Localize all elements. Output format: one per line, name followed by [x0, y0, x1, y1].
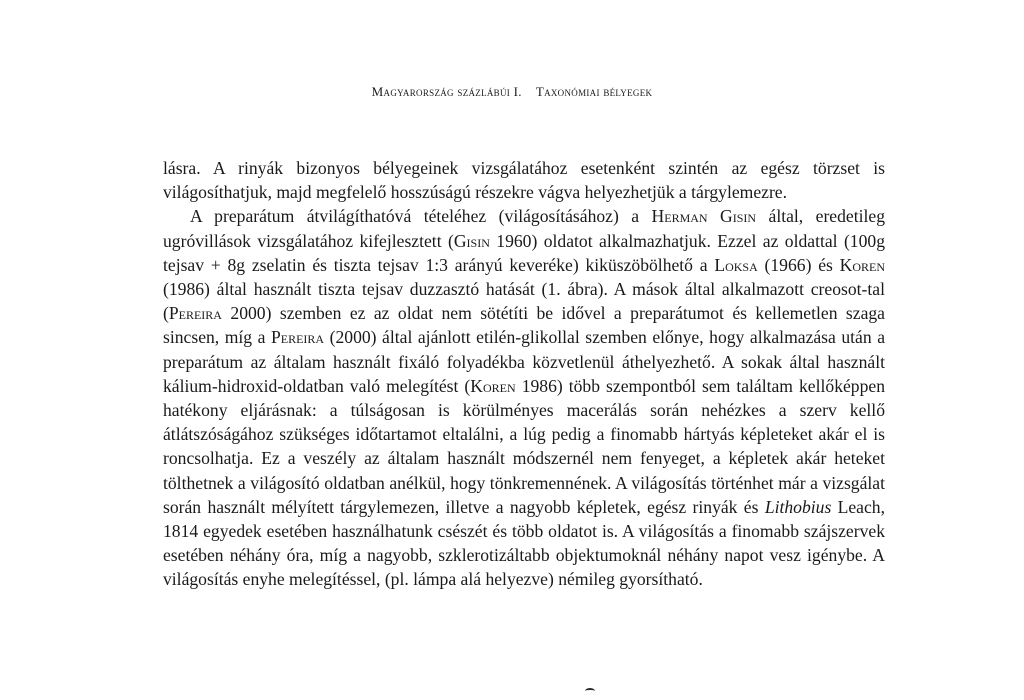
- paragraph-1: lásra. A rinyák bizonyos bélyegeinek vizsgálatához esetenként szintén az egész törzset is világosíthatjuk, majd megfelelő hosszúságú részekre vágva helyezhetjük a tárgylemezre.: [163, 158, 885, 203]
- author-gisin: Gisin: [453, 230, 490, 251]
- author-pereira: Pereira: [168, 303, 222, 324]
- author-koren: Koren: [839, 254, 885, 275]
- paragraph-2: [163, 204, 885, 591]
- author-pereira: Pereira: [270, 327, 325, 348]
- running-head-left: Magyarország százlábúi I.: [371, 84, 522, 99]
- text-run: Leach, 1814 egyedek esetében használhatunk csészét és több oldatot is. A világosítás a finomabb szájszervek esetében néhány óra, míg a nagyobb, szklerotizáltabb objektumoknál néhány napot vesz igénybe. A világosítás enyhe melegítéssel, (pl. lámpa alá helyezve) némileg gyorsítható.: [163, 496, 885, 590]
- text-run: (2000) által ajánlott etilén-glikollal szemben előnye, hogy alkalmazása után a preparátum az általam használt fixáló folyadékba közvetlenül áthelyezhető. A sokak által használt kálium-hidroxid-oldatban való melegítést (: [163, 327, 885, 396]
- text-run: által, eredetileg ugróvillások vizsgálatához kifejlesztett (: [163, 206, 885, 251]
- text-run: 1960) oldatot alkalmazhatjuk. Ezzel az oldattal (100g tejsav + 8g zselatin és tiszta tejsav 1:3 arányú keveréke) kiküszöbölhető a: [163, 230, 885, 275]
- text-run: 1986) több szempontból sem találtam kellőképpen hatékony eljárásnak: a túlságosan is körülményes macerálás során nehézkes a szerv kellő átlátszóságához szükséges időtartamot eltalálni, a lúg pedig a finomabb hártyás képleteket akár el is roncsolhatja. Ez a veszély az általam használt módszernél nem fenyeget, a képletek akár heteket tölthetnek a világosító oldatban anélkül, hogy tönkremennének. A világosítás történhet már a vizsgálat során használt mélyített tárgylemezen, illetve a nagyobb képletek, egész rinyák és: [163, 375, 885, 517]
- text-run: 2000) szemben ez az oldat nem sötétíti be idővel a preparátumot és kellemetlen szaga sincsen, míg a: [163, 303, 885, 348]
- text-run: A preparátum átvilágíthatóvá tételéhez (világosításához) a: [190, 206, 652, 227]
- running-head: [0, 84, 1024, 100]
- author-koren: Koren: [470, 375, 516, 396]
- page-number-fragment: [585, 688, 595, 694]
- body-text: [163, 156, 885, 592]
- author-loksa: Loksa: [714, 254, 758, 275]
- text-run: (1986) által használt tiszta tejsav duzzasztó hatását (1. ábra). A mások által alkalmazott creosot-tal (: [163, 279, 885, 324]
- running-head-right: Taxonómiai bélyegek: [535, 84, 653, 99]
- author-herman-gisin: Herman Gisin: [651, 206, 757, 227]
- taxon-lithobius: Lithobius: [764, 496, 832, 517]
- text-run: (1966) és: [757, 254, 840, 275]
